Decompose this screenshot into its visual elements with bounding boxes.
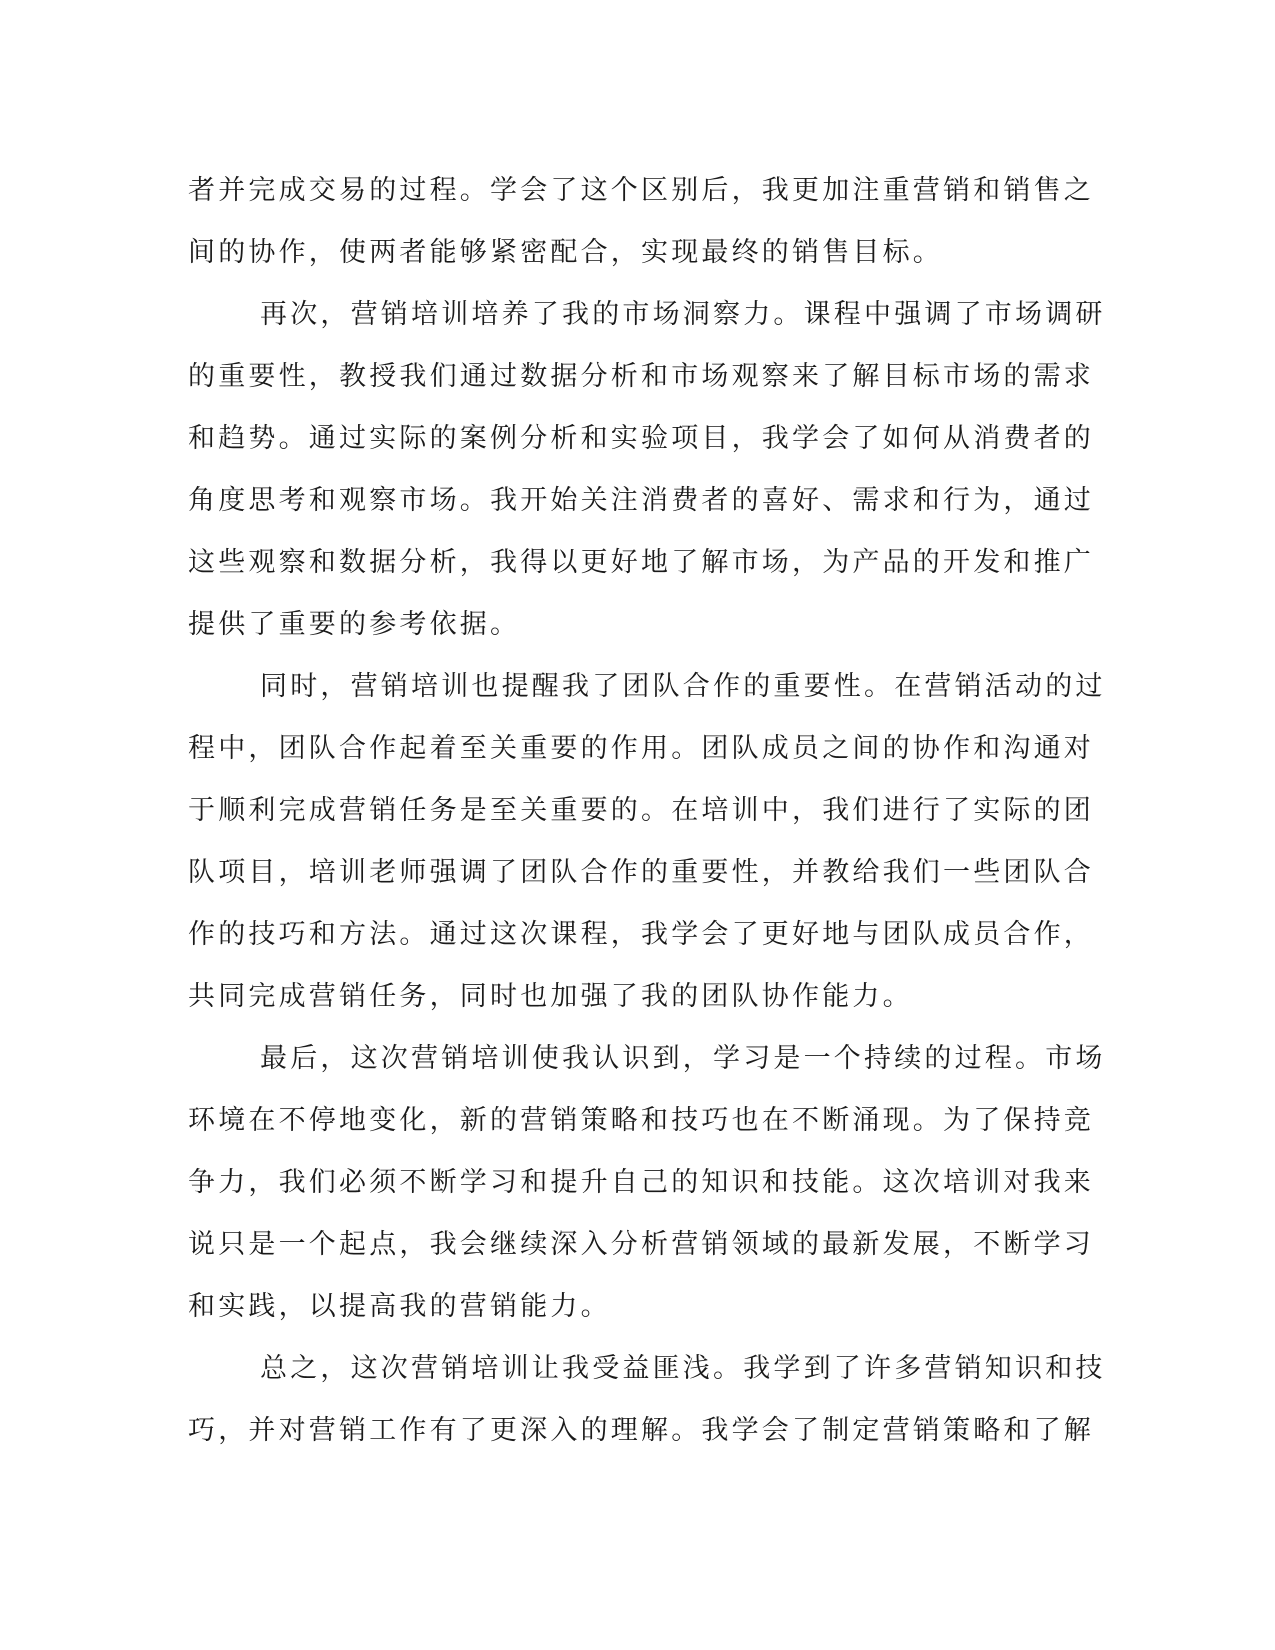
text-line: 和实践，以提高我的营销能力。 xyxy=(188,1291,611,1322)
text-line: 间的协作，使两者能够紧密配合，实现最终的销售目标。 xyxy=(188,237,943,268)
text-line: 争力，我们必须不断学习和提升自己的知识和技能。这次培训对我来 xyxy=(188,1167,1094,1198)
paragraph-first-line: 再次，营销培训培养了我的市场洞察力。课程中强调了市场调研 xyxy=(260,299,1106,330)
text-line: 和趋势。通过实际的案例分析和实验项目，我学会了如何从消费者的 xyxy=(188,423,1094,454)
text-line: 环境在不停地变化，新的营销策略和技巧也在不断涌现。为了保持竞 xyxy=(188,1105,1094,1136)
text-line: 这些观察和数据分析，我得以更好地了解市场，为产品的开发和推广 xyxy=(188,547,1094,578)
text-line: 于顺利完成营销任务是至关重要的。在培训中，我们进行了实际的团 xyxy=(188,795,1094,826)
text-line: 角度思考和观察市场。我开始关注消费者的喜好、需求和行为，通过 xyxy=(188,485,1094,516)
paragraph-first-line: 总之，这次营销培训让我受益匪浅。我学到了许多营销知识和技 xyxy=(260,1353,1106,1384)
paragraph-first-line: 最后，这次营销培训使我认识到，学习是一个持续的过程。市场 xyxy=(260,1043,1106,1074)
text-line: 程中，团队合作起着至关重要的作用。团队成员之间的协作和沟通对 xyxy=(188,733,1094,764)
text-line: 作的技巧和方法。通过这次课程，我学会了更好地与团队成员合作， xyxy=(188,919,1094,950)
text-line: 巧，并对营销工作有了更深入的理解。我学会了制定营销策略和了解 xyxy=(188,1415,1094,1446)
paragraph-first-line: 同时，营销培训也提醒我了团队合作的重要性。在营销活动的过 xyxy=(260,671,1106,702)
text-line: 队项目，培训老师强调了团队合作的重要性，并教给我们一些团队合 xyxy=(188,857,1094,888)
text-line: 者并完成交易的过程。学会了这个区别后，我更加注重营销和销售之 xyxy=(188,175,1094,206)
text-line: 共同完成营销任务，同时也加强了我的团队协作能力。 xyxy=(188,981,913,1012)
text-line: 提供了重要的参考依据。 xyxy=(188,609,521,640)
text-line: 说只是一个起点，我会继续深入分析营销领域的最新发展，不断学习 xyxy=(188,1229,1094,1260)
text-line: 的重要性，教授我们通过数据分析和市场观察来了解目标市场的需求 xyxy=(188,361,1094,392)
document-body xyxy=(188,160,1106,1462)
